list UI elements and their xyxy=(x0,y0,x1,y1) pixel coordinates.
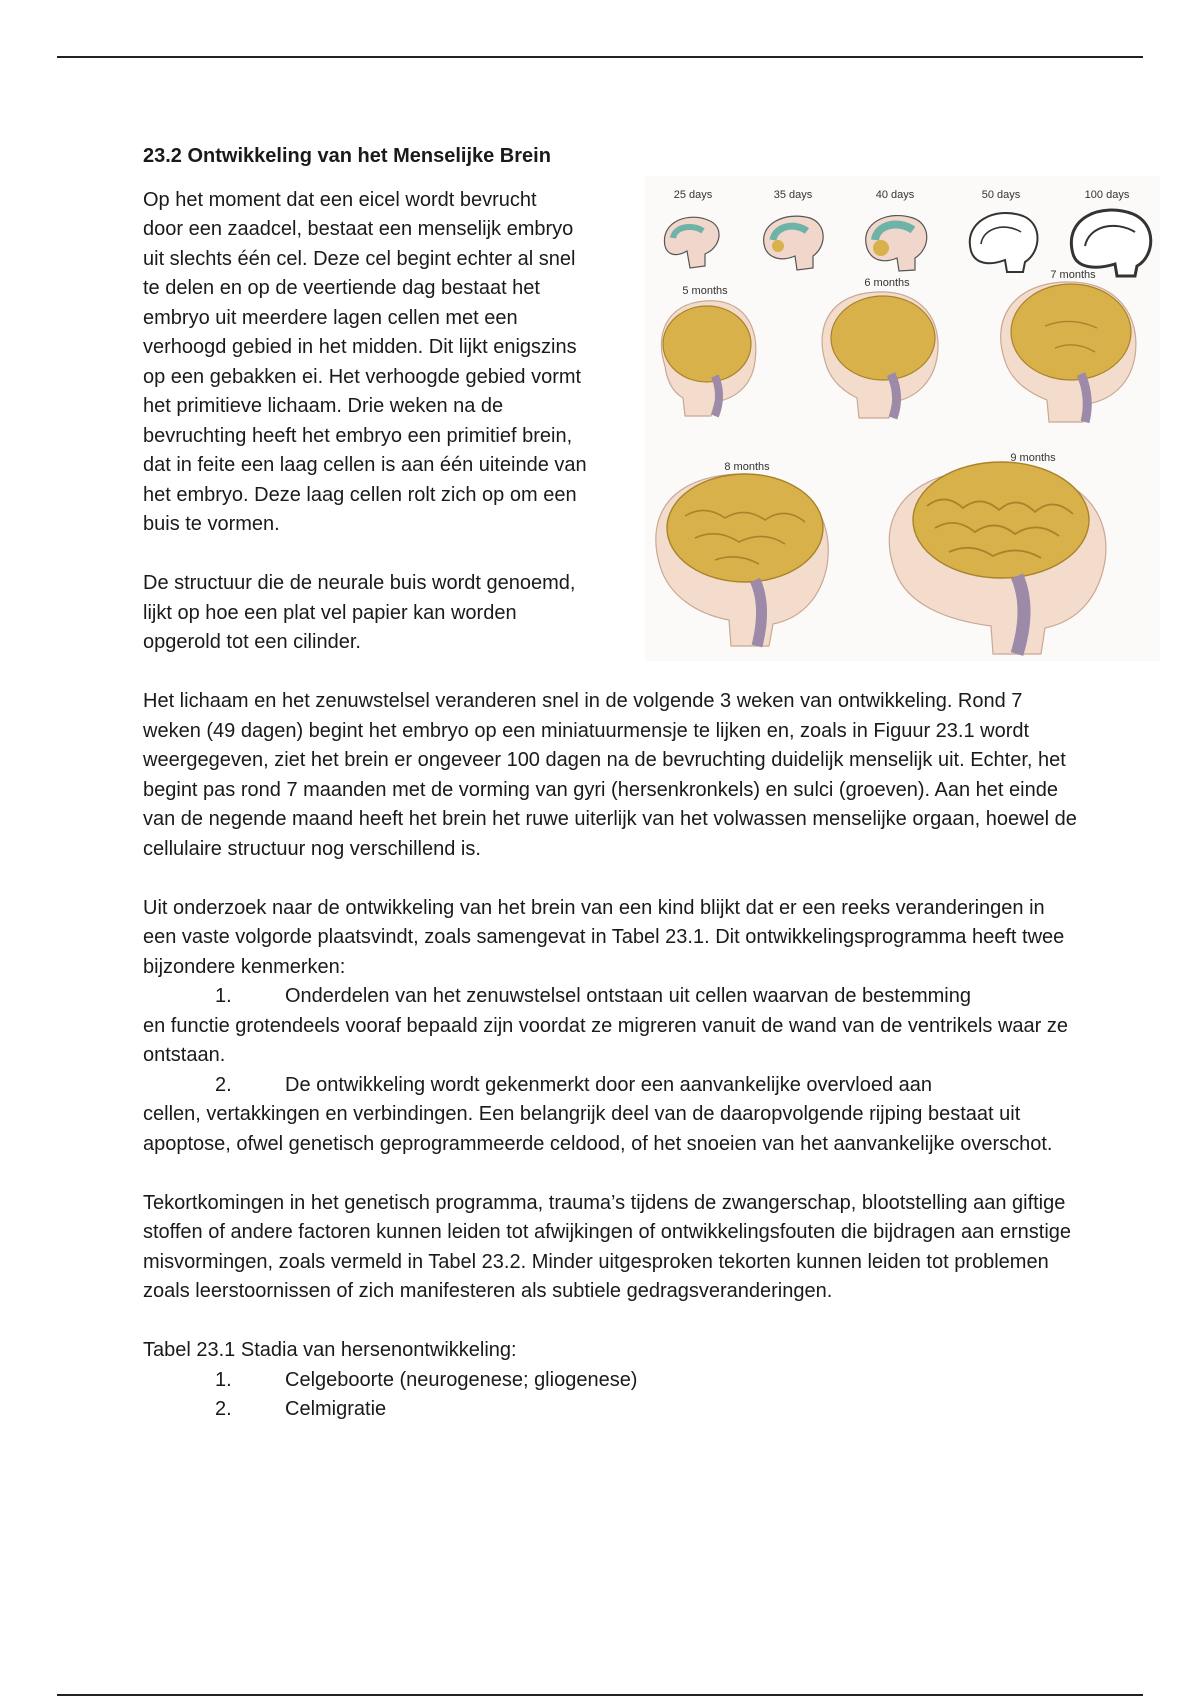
body-paragraph: Het lichaam en het zenuwstelsel veranderen snel in de volgende 3 weken van ontwikkeling. Rond 7 weken (49 dagen) begint het embryo op een miniatuurmensje te lijken en, zoals in Figuur 23.1 wordt weergegeven, ziet het brein er ongeveer 100 dagen na de bevruchting duidelijk menselijk uit. Echter, het begint pas rond 7 maanden met de vorming van gyri (hersenkronkels) en sulci (groeven). Aan het einde van de negende maand heeft het brein het ruwe uiterlijk van het volwassen menselijke orgaan, hoewel de cellulaire structuur nog verschillend is. xyxy=(143,690,1077,860)
stage-item xyxy=(143,1366,1083,1396)
brain-development-illustration xyxy=(645,176,1160,661)
top-rule xyxy=(57,56,1143,58)
stage-label-6-months: 6 months xyxy=(864,277,910,289)
intro-line: uit slechts één cel. Deze cel begint echter al snel xyxy=(143,247,576,270)
intro-line: bevruchting heeft het embryo een primitief brein, xyxy=(143,424,573,447)
section-heading: 23.2 Ontwikkeling van het Menselijke Brein xyxy=(143,145,551,167)
intro-line: het primitieve lichaam. Drie weken na de xyxy=(143,395,504,417)
intro-line: dat in feite een laag cellen is aan één uiteinde van xyxy=(143,454,587,476)
intro-line: te delen en op de veertiende dag bestaat het xyxy=(143,277,540,299)
deficits-paragraph: Tekortkomingen in het genetisch programma, trauma’s tijdens de zwangerschap, blootstelling aan giftige stoffen of andere factoren kunnen leiden tot afwijkingen of ontwikkelingsfouten die bijdragen aan ernstige misvormingen, zoals vermeld in Tabel 23.2. Minder uitgesproken tekorten kunnen leiden tot problemen zoals leerstoornissen of zich manifesteren als subtiele gedragsveranderingen. xyxy=(143,1191,1072,1302)
stage-label-100-days: 100 days xyxy=(1084,189,1130,201)
stage-label-40-days: 40 days xyxy=(875,189,915,201)
intro-line: op een gebakken ei. Het verhoogde gebied vormt xyxy=(143,365,582,388)
intro-line: verhoogd gebied in het midden. Dit lijkt enigszins xyxy=(143,336,577,358)
bottom-rule xyxy=(57,1694,1143,1696)
intro-line: buis te vormen. xyxy=(143,513,280,535)
feature-continuation: en functie grotendeels vooraf bepaald zijn voordat ze migreren vanuit de wand van de ventrikels waar ze ontstaan. xyxy=(143,1014,1068,1066)
stage-label-7-months: 7 months xyxy=(1050,269,1096,281)
brain-development-figure xyxy=(645,176,1160,661)
research-paragraph: Uit onderzoek naar de ontwikkeling van het brein van een kind blijkt dat er een reeks veranderingen in een vaste volgorde plaatsvindt, zoals samengevat in Tabel 23.1. Dit ontwikkelingsprogramma heeft twee bijzondere kenmerken: xyxy=(143,896,1065,978)
embryo-100-days xyxy=(1071,210,1150,276)
neural-tube-line: De structuur die de neurale buis wordt genoemd, xyxy=(143,572,576,594)
stage-label-25-days: 25 days xyxy=(673,189,713,201)
intro-paragraph xyxy=(143,186,633,540)
neural-tube-paragraph xyxy=(143,569,633,658)
feature-first-line: Onderdelen van het zenuwstelsel ontstaan uit cellen waarvan de bestemming xyxy=(285,985,971,1007)
stage-label: Celmigratie xyxy=(285,1398,387,1420)
stage-item xyxy=(143,1395,1083,1425)
stage-label-35-days: 35 days xyxy=(773,189,813,201)
neural-tube-line: opgerold tot een cilinder. xyxy=(143,631,361,653)
feature-continuation: cellen, vertakkingen en verbindingen. Een belangrijk deel van de daaropvolgende rijping bestaat uit apoptose, ofwel genetisch geprogrammeerde celdood, of het snoeien van het aanvankelijke overschot. xyxy=(143,1103,1053,1155)
intro-line: het embryo. Deze laag cellen rolt zich op om een xyxy=(143,483,577,506)
stage-number: 2. xyxy=(215,1398,232,1420)
stage-label: Celgeboorte (neurogenese; gliogenese) xyxy=(285,1368,638,1391)
intro-line: door een zaadcel, bestaat een menselijk embryo xyxy=(143,218,574,240)
feature-first-line: De ontwikkeling wordt gekenmerkt door een aanvankelijke overvloed aan xyxy=(285,1073,933,1096)
stage-label-9-months: 9 months xyxy=(1010,452,1056,464)
neural-tube-line: lijkt op hoe een plat vel papier kan worden xyxy=(143,601,517,624)
stage-label-50-days: 50 days xyxy=(981,189,1021,201)
feature-number: 1. xyxy=(215,985,232,1007)
table-title: Tabel 23.1 Stadia van hersenontwikkeling: xyxy=(143,1339,517,1361)
stage-label-8-months: 8 months xyxy=(724,461,770,473)
intro-line: embryo uit meerdere lagen cellen met een xyxy=(143,306,518,329)
feature-item xyxy=(143,982,1083,1071)
stage-label-5-months: 5 months xyxy=(682,285,728,297)
feature-number: 2. xyxy=(215,1073,232,1096)
stage-number: 1. xyxy=(215,1368,232,1391)
feature-item xyxy=(143,1071,1083,1160)
intro-line: Op het moment dat een eicel wordt bevrucht xyxy=(143,188,537,211)
